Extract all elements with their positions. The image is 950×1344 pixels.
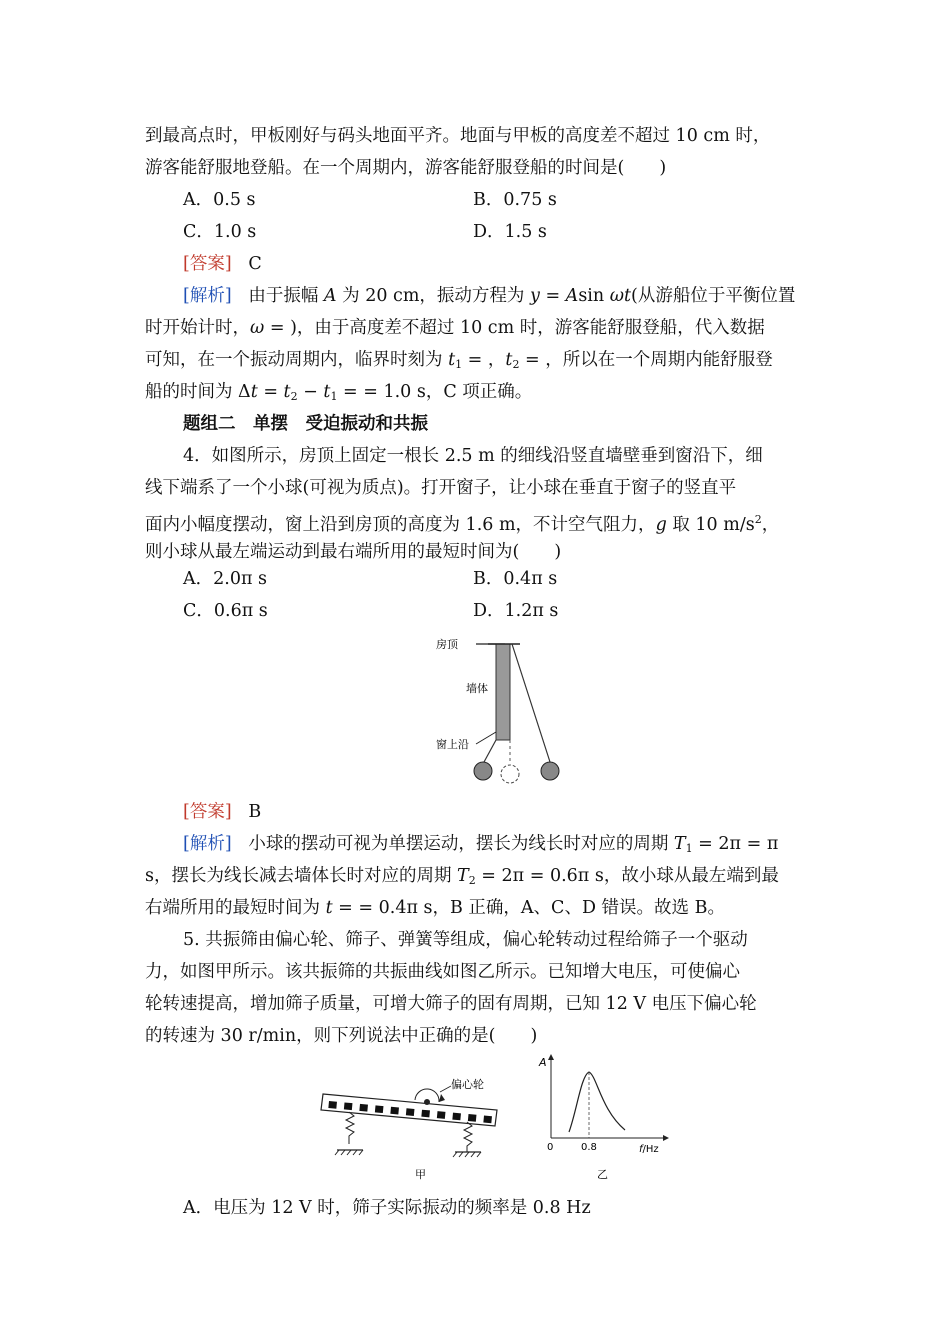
q3-option-d: D．1.5 s (473, 222, 547, 242)
q4-line-4: 则小球从最左端运动到最右端所用的最短时间为( ) (145, 542, 562, 562)
q4-option-d: D．1.2π s (473, 601, 559, 621)
text: − (297, 382, 324, 402)
axis-label-f (639, 1144, 659, 1155)
string-left (484, 740, 496, 762)
string-right (512, 644, 550, 762)
resonance-curve (569, 1072, 625, 1132)
ball-rest (501, 765, 519, 783)
sieve-hole (452, 1113, 461, 1121)
q4-line-1: 4．如图所示，房顶上固定一根长 2.5 m 的细线沿竖直墙壁垂到窗沿下，细 (183, 446, 763, 466)
wheel-label: 偏心轮 (451, 1078, 484, 1091)
text: = (539, 286, 566, 306)
q3-option-b: B．0.75 s (473, 190, 557, 210)
q4-line-2: 线下端系了一个小球(可视为质点)。打开窗子，让小球在垂直于窗子的竖直平 (145, 478, 737, 498)
spring-right (464, 1122, 472, 1152)
y-arrow (548, 1054, 554, 1060)
q3-option-a: A．0.5 s (183, 190, 256, 210)
q5-option-a: A．电压为 12 V 时，筛子实际振动的频率是 0.8 Hz (183, 1198, 591, 1218)
var-t: t (250, 382, 258, 402)
q4-line-3 (145, 507, 810, 538)
q5-line-1: 5. 共振筛由偏心轮、筛子、弹簧等组成，偏心轮转动过程给筛子一个驱动 (183, 930, 748, 950)
text: 由于振幅 (248, 286, 324, 306)
var-g: g (655, 515, 667, 535)
wheel-arrow (439, 1094, 445, 1102)
var-y: y (529, 286, 540, 306)
text: 右端所用的最短时间为 (145, 898, 326, 918)
text: = = 1.0 s，C 项正确。 (337, 382, 533, 402)
x-arrow (663, 1135, 669, 1141)
q3-answer (183, 251, 262, 277)
axis-label-A: A (539, 1056, 547, 1069)
answer-value: B (248, 802, 262, 822)
figure-jia-label: 甲 (415, 1168, 426, 1181)
text: 面内小幅度摆动，窗上沿到房顶的高度为 1.6 m，不计空气阻力， (145, 515, 656, 535)
text: sin (578, 286, 610, 306)
sieve-hole (406, 1108, 415, 1116)
var-t: t (283, 382, 291, 402)
q3-analysis-line-2 (145, 315, 810, 341)
var-omega: ω (250, 318, 265, 338)
subscript: 1 (455, 358, 463, 371)
sieve-hole (328, 1101, 337, 1109)
q4-answer (183, 799, 261, 825)
q4-option-b: B．0.4π s (473, 569, 558, 589)
window-label: 窗上沿 (436, 738, 469, 751)
var-t: t (448, 350, 456, 370)
var-T: T (673, 834, 686, 854)
text: = 2π = 0.6π s，故小球从最左端到最 (475, 866, 779, 886)
answer-tag: [答案] (183, 254, 232, 274)
sieve-hole (468, 1114, 477, 1122)
sieve-hole (437, 1111, 446, 1119)
wall-label: 墙体 (466, 682, 488, 695)
text: 取 10 m/s (666, 515, 755, 535)
q4-option-c: C．0.6π s (183, 601, 268, 621)
answer-value: C (248, 254, 262, 274)
ball-left (474, 762, 492, 780)
q3-analysis-line-3 (145, 347, 810, 378)
sieve-hole (359, 1104, 368, 1112)
analysis-tag: [解析] (183, 834, 232, 854)
text: s，摆长为线长减去墙体长时对应的周期 (145, 866, 458, 886)
origin-label: 0 (547, 1142, 554, 1153)
text: = (257, 382, 284, 402)
q4-option-a: A．2.0π s (183, 569, 268, 589)
figure-yi-label: 乙 (597, 1168, 608, 1181)
subscript: 2 (512, 358, 520, 371)
subscript: 2 (290, 390, 298, 403)
q3-analysis-line-4 (145, 379, 810, 410)
roof-label: 房顶 (436, 638, 458, 651)
text: = 2π = π (692, 834, 779, 854)
text: 小球的摆动可视为单摆运动，摆长为线长时对应的周期 (248, 834, 674, 854)
q4-analysis-line-2 (145, 863, 810, 894)
q5-line-2: 力，如图甲所示。该共振筛的共振曲线如图乙所示。已知增大电压，可使偏心 (145, 962, 740, 982)
wheel-leader (440, 1086, 451, 1092)
text: 船的时间为 Δ (145, 382, 251, 402)
q3-line-2: 游客能舒服地登船。在一个周期内，游客能舒服登船的时间是( ) (145, 158, 667, 178)
window-leader (476, 732, 496, 744)
sieve-figure (315, 1070, 505, 1185)
hatch-left (335, 1150, 363, 1155)
text: 时开始计时， (145, 318, 250, 338)
resonance-curve-figure (535, 1050, 675, 1185)
var-A: A (565, 286, 579, 306)
sieve-hole (344, 1102, 353, 1110)
var-A: A (323, 286, 337, 306)
q3-line-1: 到最高点时，甲板刚好与码头地面平齐。地面与甲板的高度差不超过 10 cm 时， (145, 126, 771, 146)
sieve-hole (390, 1107, 399, 1115)
text: = )，由于高度差不超过 10 cm 时，游客能舒服登船，代入数据 (264, 318, 765, 338)
hatch-right (453, 1152, 481, 1157)
var-f: f (639, 1144, 643, 1155)
text: 为 20 cm，振动方程为 (336, 286, 530, 306)
eccentric-wheel (424, 1099, 430, 1105)
var-t: t (323, 382, 331, 402)
q4-analysis-line-1 (183, 831, 810, 862)
var-T: T (457, 866, 469, 886)
ball-right (541, 762, 559, 780)
text: = = 0.4π s，B 正确，A、C、D 错误。故选 B。 (332, 898, 725, 918)
var-t: t (505, 350, 513, 370)
analysis-tag: [解析] (183, 286, 232, 306)
var-omega-t: ωt (609, 286, 632, 306)
sieve-hole (483, 1116, 492, 1124)
q5-line-3: 轮转速提高，增加筛子质量，可增大筛子的固有周期，已知 12 V 电压下偏心轮 (145, 994, 757, 1014)
spring-left (346, 1112, 354, 1144)
q3-option-c: C．1.0 s (183, 222, 257, 242)
unit-hz: /Hz (642, 1144, 659, 1155)
superscript: 2 (754, 513, 762, 526)
text: = ， (462, 350, 506, 370)
q5-line-4: 的转速为 30 r/min，则下列说法中正确的是( ) (145, 1026, 538, 1046)
q4-analysis-line-3 (145, 895, 810, 921)
answer-tag: [答案] (183, 802, 232, 822)
sieve-hole (375, 1105, 384, 1113)
subscript: 1 (685, 842, 693, 855)
wall (496, 644, 510, 740)
text: 可知，在一个振动周期内，临界时刻为 (145, 350, 449, 370)
peak-label: 0.8 (581, 1142, 597, 1153)
text: ， (761, 515, 780, 535)
text: = ，所以在一个周期内能舒服登 (519, 350, 773, 370)
q3-analysis-line-1 (183, 283, 810, 309)
sieve-hole (421, 1110, 430, 1118)
var-t: t (325, 898, 333, 918)
pendulum-figure (430, 632, 570, 792)
subscript: 1 (330, 390, 338, 403)
subscript: 2 (468, 874, 476, 887)
section-title: 题组二 单摆 受迫振动和共振 (183, 414, 428, 434)
text: (从游船位于平衡位置 (631, 286, 796, 306)
